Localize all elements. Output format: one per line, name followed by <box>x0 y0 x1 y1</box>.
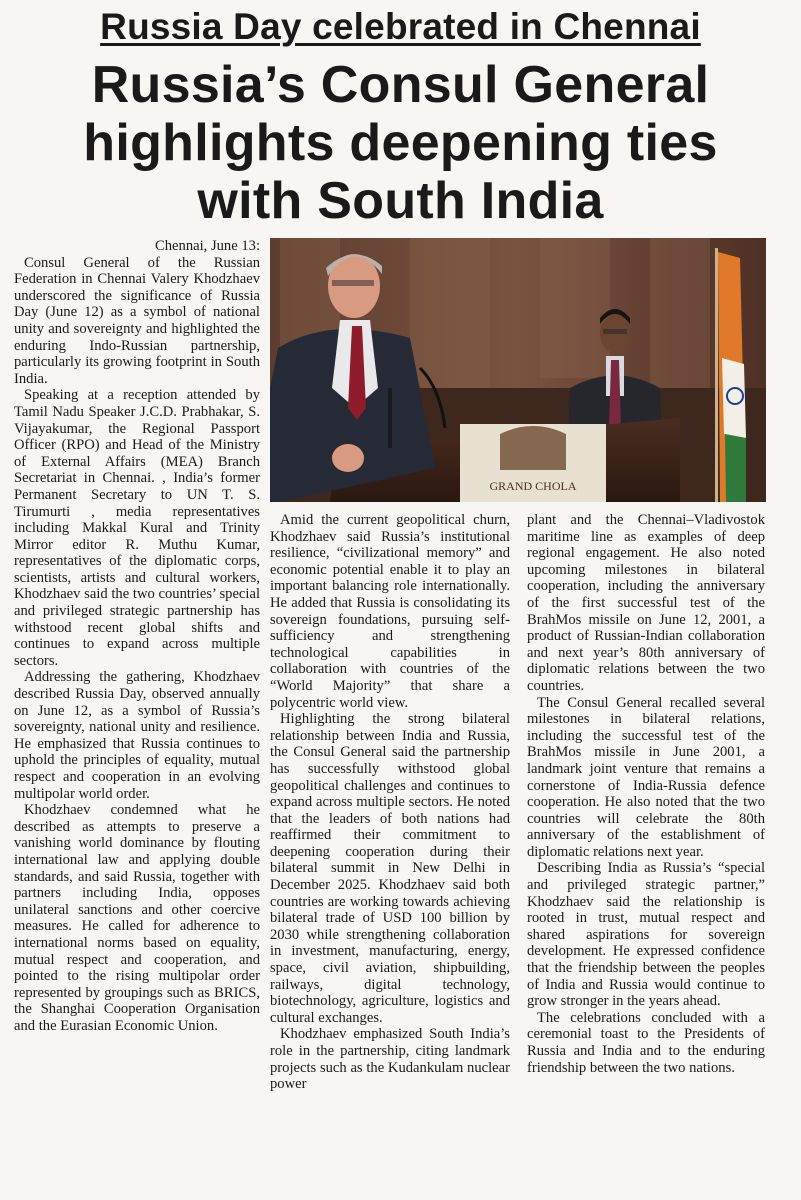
headline-line-2: highlights deepening ties <box>83 114 718 172</box>
article-paragraph: Addressing the gathering, Khodzhaev described Russia Day, observed annually on June 12, as a symbol of Russia’s sovereignty, national unity and resilience. He emphasized that Russia continues to uphold the principles of equality, mutual respect and cooperation in an evolving multipolar world order. <box>14 669 260 802</box>
kicker-headline: Russia Day celebrated in Chennai <box>100 6 701 47</box>
article-paragraph: Speaking at a reception attended by Tamil Nadu Speaker J.C.D. Prabhakar, S. Vijayakumar, the Regional Passport Officer (RPO) and Head of the Ministry of External Affairs (MEA) Branch Secretariat in Chennai. , India’s former Permanent Secretary to UN T. S. Tirumurti , media representatives including Makkal Kural and Trinity Mirror editor R. Muthu Kumar, representatives of the diplomatic corps, scientists, artists and cultural workers, Khodzhaev said the two countries’ special and privileged strategic partnership has withstood recent global shifts and continues to expand across multiple sectors. <box>14 387 260 669</box>
headline-line-3: with South India <box>197 172 604 230</box>
article-paragraph: Highlighting the strong bilateral relationship between India and Russia, the Consul General said the partnership has successfully withstood global geopolitical challenges and continues to expand across multiple sectors. He noted that the leaders of both nations had reaffirmed their commitment to deepening cooperation during their bilateral summit in New Delhi in December 2025. Khodzhaev said both countries are working towards achieving bilateral trade of USD 100 billion by 2030 while strengthening collaboration in investment, manufacturing, energy, space, civil aviation, shipbuilding, railways, digital technology, biotechnology, agriculture, logistics and cultural exchanges. <box>270 711 510 1026</box>
article-column-2 <box>270 512 510 1093</box>
article-column-3 <box>527 512 765 1076</box>
dateline: Chennai, June 13: <box>155 238 260 254</box>
article-paragraph: The Consul General recalled several milestones in bilateral relations, including the successful test of the BrahMos missile in June 2001, a landmark joint venture that remains a cornerstone of India-Russia defence cooperation. He also noted that the two countries will celebrate the 80th anniversary of the establishment of diplomatic relations next year. <box>527 694 765 860</box>
article-paragraph: Khodzhaev emphasized South India’s role in the partnership, citing landmark projects such as the Kudankulam nuclear power <box>270 1026 510 1093</box>
article-paragraph: Consul General of the Russian Federation in Chennai Valery Khodzhaev underscored the significance of Russia Day (June 12) as a symbol of national unity and sovereignty and highlighted the enduring Indo-Russian partnership, particularly its growing footprint in South India. <box>14 254 260 387</box>
headline-line-1: Russia’s Consul General <box>91 56 710 114</box>
article-column-1 <box>14 238 260 1035</box>
podium-sign: GRAND CHOLA <box>489 479 577 493</box>
news-photo <box>270 238 766 502</box>
article-paragraph: The celebrations concluded with a ceremonial toast to the Presidents of Russia and India and to the enduring friendship between the two nations. <box>527 1009 765 1076</box>
news-photo-illustration <box>270 238 766 502</box>
article-paragraph: Describing India as Russia’s “special and privileged strategic partner,” Khodzhaev said the relationship is rooted in trust, mutual respect and shared aspirations for sovereign development. He expressed confidence that the friendship between the peoples of India and Russia would continue to grow stronger in the years ahead. <box>527 860 765 1010</box>
main-headline <box>0 56 801 230</box>
article-paragraph: Amid the current geopolitical churn, Khodzhaev said Russia’s institutional resilience, “civilizational memory” and economic potential enable it to play an important balancing role internationally. He added that Russia is consolidating its sovereign foundations, pursuing self-sufficiency and strengthening technological capabilities in collaboration with countries of the “World Majority” that share a polycentric world view. <box>270 512 510 711</box>
article-paragraph: Khodzhaev condemned what he described as attempts to preserve a vanishing world dominance by flouting international law and applying double standards, and said Russia, together with partners including India, opposes unilateral sanctions and other coercive measures. He called for adherence to international norms based on equality, mutual respect and cooperation, and pointed to the rising multipolar order represented by groupings such as BRICS, the Shanghai Cooperation Organisation and the Eurasian Economic Union. <box>14 802 260 1034</box>
article-paragraph-continued: plant and the Chennai–Vladivostok maritime line as examples of deep regional engagement. He also noted upcoming milestones in bilateral cooperation, including the anniversary of the first successful test of the BrahMos missile on June 12, 2001, a product of Russian-Indian collaboration and next year’s 80th anniversary of diplomatic relations between the two countries. <box>527 512 765 694</box>
